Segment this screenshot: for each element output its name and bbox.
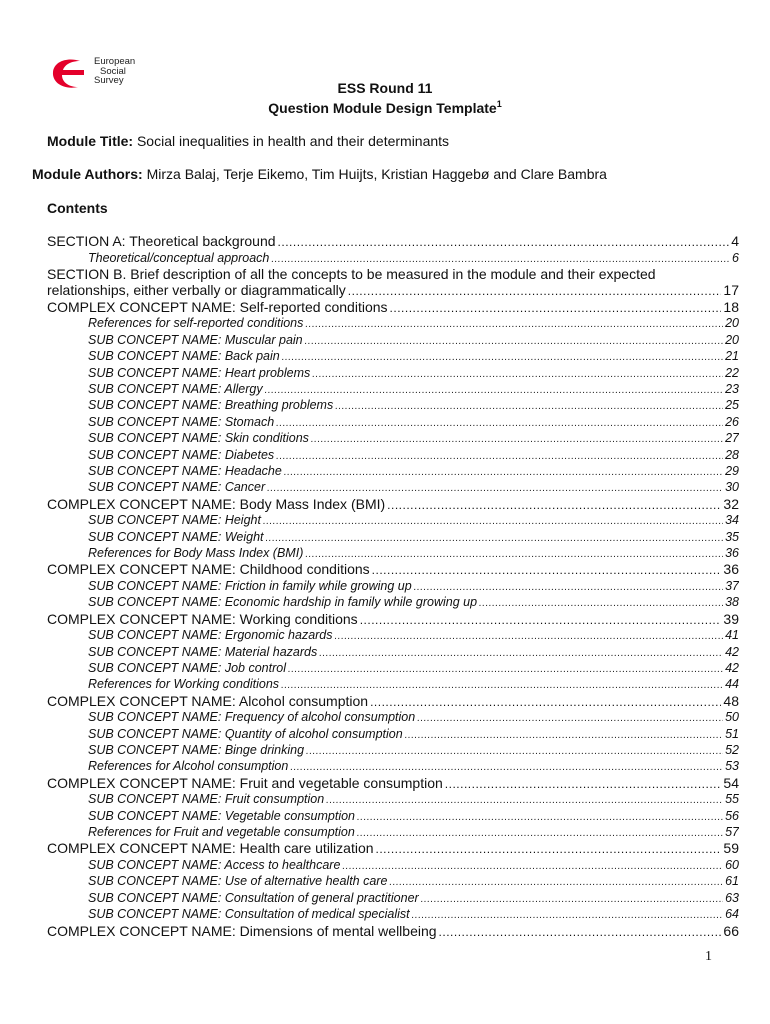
toc-dot-leader <box>421 892 723 906</box>
toc-entry-text: COMPLEX CONCEPT NAME: Fruit and vegetable consumption <box>47 774 443 791</box>
toc-subentry[interactable] <box>88 742 739 758</box>
toc-entry-text: COMPLEX CONCEPT NAME: Self-reported conditions <box>47 298 388 315</box>
toc-subentry[interactable] <box>88 906 739 922</box>
toc-page-number: 56 <box>725 808 739 823</box>
document-subtitle <box>0 99 770 116</box>
toc-subentry[interactable] <box>88 545 739 561</box>
toc-page-number: 41 <box>725 628 739 643</box>
toc-entry-text: COMPLEX CONCEPT NAME: Alcohol consumption <box>47 692 369 709</box>
toc-subentry[interactable] <box>88 627 739 643</box>
toc-page-number: 32 <box>723 495 739 512</box>
toc-entry-text: COMPLEX CONCEPT NAME: Working conditions <box>47 610 358 627</box>
toc-page-number: 23 <box>725 381 739 396</box>
toc-page-number: 36 <box>723 561 739 578</box>
toc-subentry[interactable] <box>88 676 739 692</box>
module-authors-line <box>32 166 607 182</box>
toc-subentry[interactable] <box>88 529 739 545</box>
toc-dot-leader <box>357 810 723 824</box>
toc-dot-leader <box>288 662 723 676</box>
toc-entry-text: COMPLEX CONCEPT NAME: Childhood conditions <box>47 561 370 578</box>
toc-dot-leader <box>479 596 723 610</box>
toc-subentry[interactable] <box>88 644 739 660</box>
toc-page-number: 22 <box>725 365 739 380</box>
toc-entry-text: SUB CONCEPT NAME: Economic hardship in family while growing up <box>88 595 478 610</box>
toc-dot-leader <box>311 432 723 446</box>
toc-entry-text: relationships, either verbally or diagrammatically <box>47 282 346 299</box>
toc-dot-leader <box>376 841 722 857</box>
module-title-line <box>47 133 449 149</box>
toc-page-number: 30 <box>725 480 739 495</box>
toc-page-number: 50 <box>725 710 739 725</box>
toc-page-number: 60 <box>725 857 739 872</box>
toc-subentry[interactable] <box>88 709 739 725</box>
toc-entry-text: SUB CONCEPT NAME: Muscular pain <box>88 332 303 347</box>
toc-dot-leader <box>405 728 723 742</box>
toc-page-number: 48 <box>723 692 739 709</box>
toc-dot-leader <box>305 317 723 331</box>
toc-page-number: 53 <box>725 759 739 774</box>
toc-dot-leader <box>360 612 722 628</box>
module-authors-label: Module Authors: <box>32 166 143 182</box>
toc-page-number: 26 <box>725 414 739 429</box>
toc-dot-leader <box>271 252 730 266</box>
toc-entry-text: SUB CONCEPT NAME: Diabetes <box>88 447 275 462</box>
toc-entry-text: References for Fruit and vegetable consumption <box>88 825 355 840</box>
toc-entry[interactable] <box>47 299 739 316</box>
toc-subentry[interactable] <box>88 890 739 906</box>
toc-page-number: 44 <box>725 677 739 692</box>
toc-dot-leader <box>414 580 723 594</box>
toc-page-number: 29 <box>725 463 739 478</box>
toc-dot-leader <box>305 334 723 348</box>
toc-subentry[interactable] <box>88 758 739 774</box>
toc-page-number: 66 <box>723 922 739 939</box>
toc-dot-leader <box>282 350 723 364</box>
toc-entry-text: SUB CONCEPT NAME: Weight <box>88 529 264 544</box>
toc-page-number: 20 <box>725 332 739 347</box>
toc-entry-text: SUB CONCEPT NAME: Breathing problems <box>88 398 334 413</box>
toc-entry-text: References for self-reported conditions <box>88 316 304 331</box>
toc-page-number: 51 <box>725 726 739 741</box>
toc-subentry[interactable] <box>88 414 739 430</box>
toc-entry-text: SUB CONCEPT NAME: Frequency of alcohol consumption <box>88 710 416 725</box>
toc-page-number: 25 <box>725 398 739 413</box>
toc-dot-leader <box>276 416 723 430</box>
toc-subentry[interactable] <box>88 791 739 807</box>
table-of-contents <box>47 233 739 939</box>
toc-entry[interactable] <box>47 840 739 857</box>
toc-entry-text: COMPLEX CONCEPT NAME: Body Mass Index (BMI) <box>47 495 386 512</box>
toc-page-number: 17 <box>723 282 739 299</box>
toc-dot-leader <box>387 497 721 513</box>
toc-entry-text: SUB CONCEPT NAME: Binge drinking <box>88 742 305 757</box>
toc-page-number: 55 <box>725 792 739 807</box>
toc-dot-leader <box>306 744 723 758</box>
toc-subentry[interactable] <box>88 250 739 266</box>
document-title: ESS Round 11 <box>337 80 433 96</box>
toc-dot-leader <box>263 514 723 528</box>
toc-entry-text: SUB CONCEPT NAME: Consultation of general practitioner <box>88 890 419 905</box>
logo-line-1: European <box>94 56 136 67</box>
toc-page-number: 27 <box>725 431 739 446</box>
module-authors-value: Mirza Balaj, Terje Eikemo, Tim Huijts, Kristian Haggebø and Clare Bambra <box>142 166 607 182</box>
toc-dot-leader <box>266 531 724 545</box>
toc-entry-text: SUB CONCEPT NAME: Ergonomic hazards <box>88 628 333 643</box>
toc-subentry[interactable] <box>88 381 739 397</box>
toc-dot-leader <box>348 283 722 299</box>
toc-dot-leader <box>265 383 724 397</box>
toc-entry-text: SUB CONCEPT NAME: Heart problems <box>88 365 311 380</box>
toc-dot-leader <box>312 367 723 381</box>
toc-subentry[interactable] <box>88 512 739 528</box>
toc-dot-leader <box>445 776 722 792</box>
toc-subentry[interactable] <box>88 660 739 676</box>
toc-entry-text: SUB CONCEPT NAME: Stomach <box>88 414 275 429</box>
toc-page-number: 36 <box>725 545 739 560</box>
toc-entry-text: SUB CONCEPT NAME: Material hazards <box>88 644 318 659</box>
toc-subentry[interactable] <box>88 430 739 446</box>
toc-entry-text: SUB CONCEPT NAME: Quantity of alcohol consumption <box>88 726 403 741</box>
toc-dot-leader <box>326 793 723 807</box>
toc-entry[interactable] <box>47 923 739 940</box>
toc-page-number: 63 <box>725 890 739 905</box>
toc-entry-text: References for Alcohol consumption <box>88 759 289 774</box>
toc-page-number: 28 <box>725 447 739 462</box>
toc-subentry[interactable] <box>88 824 739 840</box>
toc-subentry[interactable] <box>88 594 739 610</box>
toc-entry-text: SUB CONCEPT NAME: Access to healthcare <box>88 857 341 872</box>
toc-entry-text: SUB CONCEPT NAME: Use of alternative health care <box>88 874 388 889</box>
page-number: 1 <box>705 949 712 964</box>
toc-dot-leader <box>439 924 722 940</box>
toc-subentry[interactable] <box>88 873 739 889</box>
toc-page-number: 42 <box>725 644 739 659</box>
toc-entry[interactable] <box>47 233 739 250</box>
toc-entry-text: SECTION A: Theoretical background <box>47 233 276 249</box>
toc-subentry[interactable] <box>88 857 739 873</box>
toc-page-number: 61 <box>725 874 739 889</box>
toc-subentry[interactable] <box>88 808 739 824</box>
toc-dot-leader <box>284 465 723 479</box>
toc-dot-leader <box>281 678 723 692</box>
toc-subentry[interactable] <box>88 397 739 413</box>
toc-dot-leader <box>276 449 723 463</box>
toc-dot-leader <box>335 399 723 413</box>
toc-dot-leader <box>267 481 723 495</box>
toc-entry-text: SUB CONCEPT NAME: Job control <box>88 660 286 675</box>
toc-entry-continued[interactable] <box>47 266 739 283</box>
toc-page-number: 21 <box>725 349 739 364</box>
toc-page-number: 37 <box>725 578 739 593</box>
toc-entry-text: SUB CONCEPT NAME: Cancer <box>88 480 266 495</box>
toc-subentry[interactable] <box>88 447 739 463</box>
toc-subentry[interactable] <box>88 578 739 594</box>
toc-entry-text: SUB CONCEPT NAME: Consultation of medical specialist <box>88 907 410 922</box>
toc-page-number: 54 <box>723 774 739 791</box>
toc-entry-text: SUB CONCEPT NAME: Fruit consumption <box>88 792 325 807</box>
toc-subentry[interactable] <box>88 315 739 331</box>
toc-page-number: 57 <box>725 825 739 840</box>
toc-entry[interactable] <box>47 282 739 299</box>
subtitle-text: Question Module Design Template <box>268 100 497 116</box>
toc-dot-leader <box>372 562 722 578</box>
toc-entry[interactable] <box>47 693 739 710</box>
toc-dot-leader <box>417 711 723 725</box>
toc-entry-text: SUB CONCEPT NAME: Friction in family while growing up <box>88 578 412 593</box>
toc-subentry[interactable] <box>88 365 739 381</box>
toc-entry[interactable] <box>47 561 739 578</box>
footnote-marker: 1 <box>496 99 502 109</box>
toc-page-number: 6 <box>732 250 739 265</box>
toc-entry[interactable] <box>47 611 739 628</box>
toc-page-number: 20 <box>725 316 739 331</box>
toc-dot-leader <box>342 859 723 873</box>
toc-dot-leader <box>412 908 723 922</box>
toc-page-number: 35 <box>725 529 739 544</box>
toc-dot-leader <box>370 694 721 710</box>
toc-entry-text: References for Body Mass Index (BMI) <box>88 545 304 560</box>
toc-page-number: 52 <box>725 742 739 757</box>
toc-entry-text: COMPLEX CONCEPT NAME: Health care utilization <box>47 840 374 857</box>
toc-page-number: 18 <box>723 298 739 315</box>
toc-page-number: 38 <box>725 595 739 610</box>
toc-subentry[interactable] <box>88 348 739 364</box>
toc-dot-leader <box>357 826 723 840</box>
toc-dot-leader <box>305 547 723 561</box>
module-title-label: Module Title: <box>47 133 134 149</box>
toc-page-number: 34 <box>725 513 739 528</box>
toc-entry-text: SUB CONCEPT NAME: Height <box>88 513 261 528</box>
toc-page-number: 59 <box>723 840 739 857</box>
toc-entry-text: SUB CONCEPT NAME: Headache <box>88 463 282 478</box>
toc-dot-leader <box>389 875 723 889</box>
contents-heading: Contents <box>47 200 108 216</box>
toc-page-number: 4 <box>731 233 739 249</box>
toc-subentry[interactable] <box>88 463 739 479</box>
toc-page-number: 42 <box>725 660 739 675</box>
toc-dot-leader <box>319 646 723 660</box>
toc-dot-leader <box>290 760 723 774</box>
toc-entry-text: SUB CONCEPT NAME: Skin conditions <box>88 431 309 446</box>
toc-subentry[interactable] <box>88 479 739 495</box>
toc-subentry[interactable] <box>88 726 739 742</box>
logo-line-3: Survey <box>94 75 124 86</box>
toc-entry-text: SUB CONCEPT NAME: Vegetable consumption <box>88 808 356 823</box>
toc-entry-text: COMPLEX CONCEPT NAME: Dimensions of mental wellbeing <box>47 922 437 939</box>
toc-page-number: 39 <box>723 610 739 627</box>
logo-line-2: Social <box>100 65 126 77</box>
toc-entry-text: SECTION B. Brief description of all the concepts to be measured in the module and their expected <box>47 265 656 282</box>
toc-dot-leader <box>390 300 722 316</box>
module-title-value: Social inequalities in health and their determinants <box>133 133 450 149</box>
toc-entry-text: References for Working conditions <box>88 677 280 692</box>
toc-entry[interactable] <box>47 775 739 792</box>
toc-entry-text: SUB CONCEPT NAME: Back pain <box>88 349 280 364</box>
toc-entry-text: SUB CONCEPT NAME: Allergy <box>88 381 263 396</box>
toc-dot-leader <box>335 629 724 643</box>
toc-page-number: 64 <box>725 907 739 922</box>
toc-entry-text: Theoretical/conceptual approach <box>88 250 270 265</box>
toc-dot-leader <box>278 234 730 250</box>
toc-subentry[interactable] <box>88 332 739 348</box>
toc-entry[interactable] <box>47 496 739 513</box>
